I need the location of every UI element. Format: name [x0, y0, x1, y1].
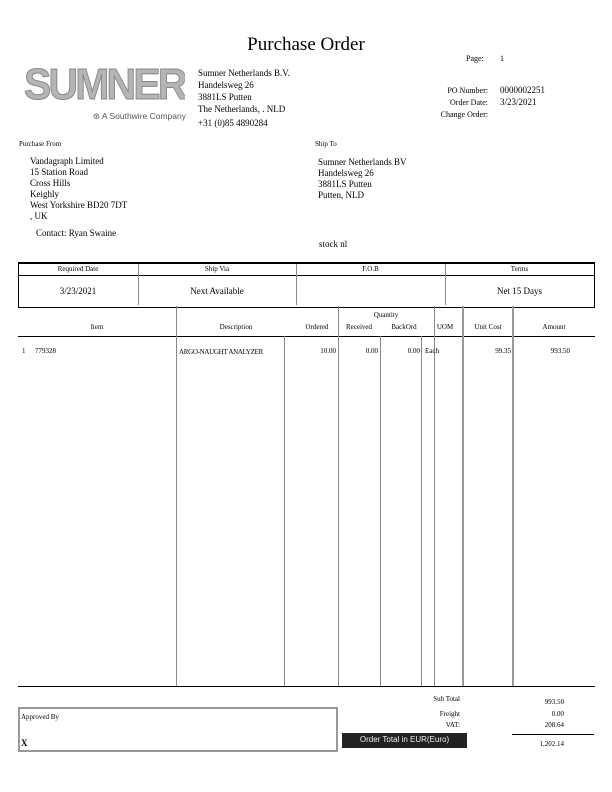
logo-text: SUMNER — [24, 64, 185, 106]
ordered-qty: 10.00 — [320, 347, 336, 355]
item-number: 779328 — [35, 347, 56, 355]
item-description: ARGO-NAUGHT ANALYZER — [179, 348, 263, 356]
page-title: Purchase Order — [247, 34, 365, 55]
quantity-group-header: Quantity — [373, 311, 399, 319]
ship-to-line: Putten, NLD — [318, 190, 364, 200]
order-date: 3/23/2021 — [500, 97, 537, 107]
ship-to-address — [318, 157, 406, 201]
amount: 993.50 — [550, 347, 570, 355]
unit-cost-header: Unit Cost — [474, 323, 502, 331]
vat-value: 208.64 — [544, 721, 564, 729]
logo-tagline: A Southwire Company — [101, 111, 186, 121]
amount-header: Amount — [542, 323, 566, 331]
approved-by-label: Approved By — [21, 713, 59, 721]
page-number: 1 — [500, 54, 504, 63]
order-total-value: 1,202.14 — [539, 740, 564, 748]
subtotal-label: Sub Total — [433, 695, 460, 703]
backord-header: BackOrd — [391, 323, 417, 331]
company-address — [198, 67, 290, 129]
required-date-header: Required Date — [57, 265, 99, 273]
ship-to-line: Handelsweg 26 — [318, 168, 374, 178]
po-values — [500, 84, 545, 108]
signature-mark: X — [21, 738, 28, 748]
vendor-line: 15 Station Road — [30, 167, 88, 177]
order-total-label: Order Total in EUR(Euro) — [342, 733, 467, 748]
company-name: Sumner Netherlands B.V. — [198, 68, 290, 78]
company-street: Handelsweg 26 — [198, 80, 254, 90]
vendor-address — [30, 156, 127, 222]
vendor-contact: Contact: Ryan Swaine — [36, 228, 117, 238]
po-number: 0000002251 — [500, 85, 545, 95]
uom-header: UOM — [436, 323, 454, 331]
ship-to-note: stock nl — [319, 239, 348, 249]
ordered-header: Ordered — [305, 323, 329, 331]
ship-via-value: Next Available — [190, 286, 244, 296]
vat-label: VAT: — [445, 721, 460, 729]
ship-to-label: Ship To — [315, 140, 337, 148]
received-header: Received — [345, 323, 373, 331]
company-logo — [22, 64, 186, 124]
fob-header: F.O.B — [362, 265, 379, 273]
change-order-label: Change Order: — [440, 110, 488, 119]
order-date-label: Order Date: — [450, 98, 488, 107]
po-number-label: PO Number: — [447, 86, 488, 95]
freight-label: Freight — [439, 710, 460, 718]
approval-box — [18, 707, 338, 752]
ship-via-header: Ship Via — [204, 265, 230, 273]
freight-value: 0.00 — [551, 710, 564, 718]
backord-qty: 0.00 — [407, 347, 420, 355]
required-date-value: 3/23/2021 — [59, 286, 97, 296]
vendor-line: , UK — [30, 211, 48, 221]
line-number: 1 — [22, 347, 26, 355]
received-qty: 0.00 — [365, 347, 378, 355]
terms-header: Terms — [510, 265, 529, 273]
terms-value: Net 15 Days — [497, 286, 542, 296]
ship-to-line: 3881LS Putten — [318, 179, 372, 189]
subtotal-value: 993.50 — [544, 698, 564, 706]
company-phone: +31 (0)85 4890284 — [198, 118, 268, 128]
company-country: The Netherlands, . NLD — [198, 104, 286, 114]
vendor-line: West Yorkshire BD20 7DT — [30, 200, 128, 210]
vendor-line: Keighly — [30, 189, 59, 199]
uom: Each — [425, 347, 439, 355]
ship-to-name: Sumner Netherlands BV — [318, 157, 407, 167]
globe-icon: ⊛ — [92, 111, 102, 121]
unit-cost: 99.35 — [495, 347, 511, 355]
page-label: Page: — [466, 54, 484, 63]
purchase-from-label: Purchase From — [19, 140, 62, 148]
description-header: Description — [219, 323, 253, 331]
po-labels — [400, 85, 488, 121]
vendor-name: Vandagraph Limited — [30, 156, 104, 166]
company-postcode: 3881LS Putten — [198, 92, 252, 102]
vendor-line: Cross Hills — [30, 178, 71, 188]
item-header: Item — [90, 323, 104, 331]
